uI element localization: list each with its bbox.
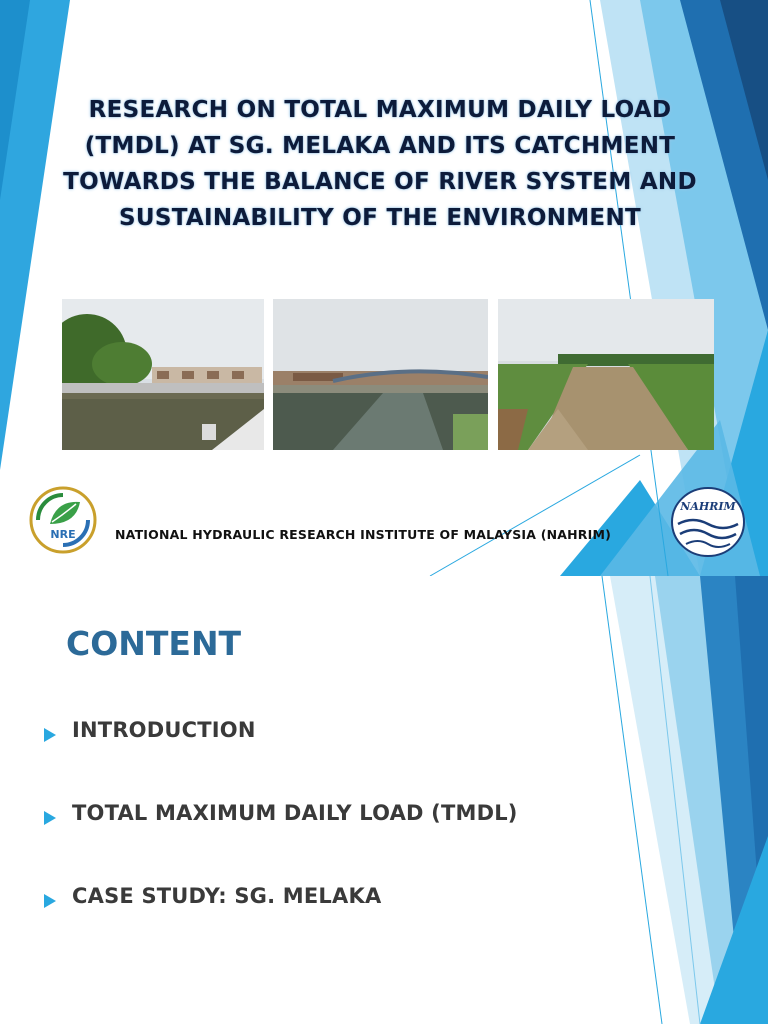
agenda-item-label: TOTAL MAXIMUM DAILY LOAD (TMDL) <box>72 801 518 825</box>
river-photo-rural <box>498 299 714 450</box>
triangle-bullet-icon <box>44 811 56 825</box>
agenda-list <box>44 718 604 967</box>
institute-name: NATIONAL HYDRAULIC RESEARCH INSTITUTE OF MALAYSIA (NAHRIM) <box>115 527 612 542</box>
svg-text:NAHRIM: NAHRIM <box>680 500 736 513</box>
agenda-item-label: INTRODUCTION <box>72 718 256 742</box>
river-photo-town <box>62 299 264 450</box>
content-slide <box>0 576 768 1024</box>
nre-leaf-logo <box>28 484 98 556</box>
triangle-bullet-icon <box>44 894 56 908</box>
content-heading: CONTENT <box>66 624 242 663</box>
agenda-item-case-study <box>44 884 604 967</box>
slide-title: RESEARCH ON TOTAL MAXIMUM DAILY LOAD (TMDL) AT SG. MELAKA AND ITS CATCHMENT TOWARDS THE BALANCE OF RIVER SYSTEM AND SUSTAINABILITY OF THE ENVIRONMENT <box>63 97 697 231</box>
nahrim-wave-logo <box>668 484 748 560</box>
agenda-item-label: CASE STUDY: SG. MELAKA <box>72 884 382 908</box>
agenda-item-introduction <box>44 718 604 801</box>
agenda-item-tmdl <box>44 801 604 884</box>
river-photo-bridge <box>273 299 488 450</box>
svg-text:NRE: NRE <box>50 528 76 541</box>
triangle-bullet-icon <box>44 728 56 742</box>
